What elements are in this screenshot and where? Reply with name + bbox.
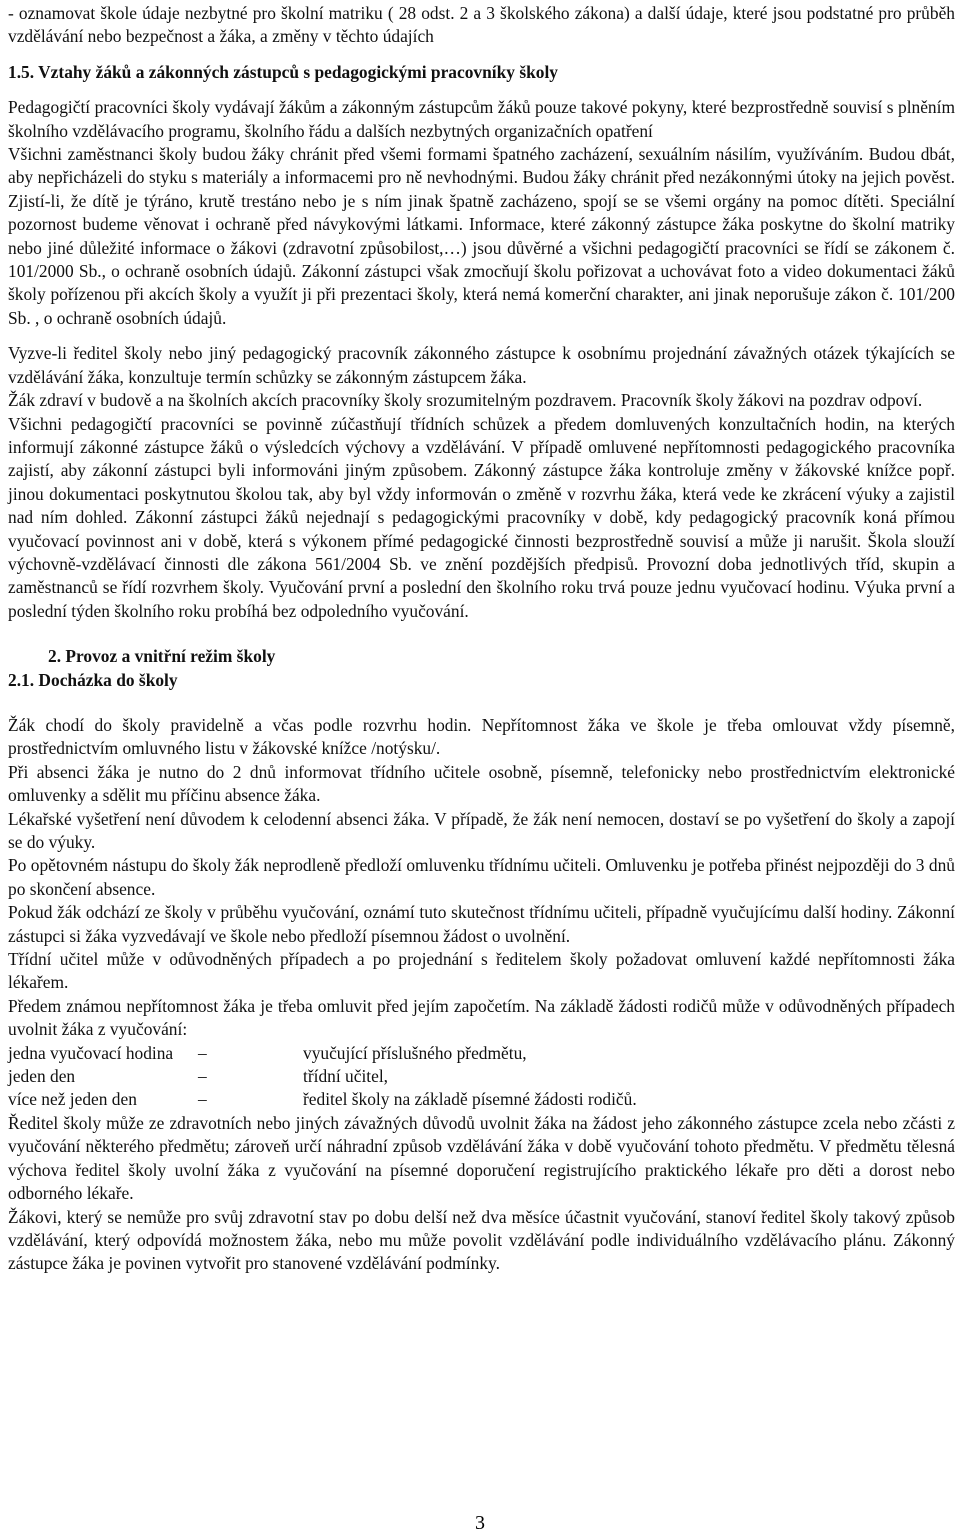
section-2-1-paragraph-7: Předem známou nepřítomnost žáka je třeba omluvit před jejím započetím. Na základě žádosti rodičů může v odůvodněných případech uvolnit žáka z vyučování: [8, 995, 955, 1040]
section-1-5-heading: 1.5. Vztahy žáků a zákonných zástupců s pedagogickými pracovníky školy [8, 61, 558, 82]
section-2-1-paragraph-4: Po opětovném nástupu do školy žák neprodleně předloží omluvenku třídnímu učiteli. Omluvenku je potřeba přinést nejpozději do 3 dnů po skončení absence. [8, 855, 955, 899]
section-2-1-paragraph-5: Pokud žák odchází ze školy v průběhu vyučování, oznámí tuto skutečnost třídnímu učiteli, případně vyučujícímu další hodiny. Zákonní zástupci si žáka vyzvedávají ve škole nebo předloží písemnou žádost o uvolnění. [8, 902, 955, 946]
list-item-period: jeden den [8, 1066, 76, 1087]
list-item-dash: – [198, 1042, 207, 1063]
section-2-1-paragraph-3: Lékařské vyšetření není důvodem k celodenní absenci žáka. V případě, že žák není nemocen, dostaví se po vyšetření do školy a zapojí se do výuky. [8, 808, 955, 852]
section-1-5-paragraph-1: Pedagogičtí pracovníci školy vydávají žákům a zákonným zástupcům žáků pouze takové pokyny, které bezprostředně souvisí s plněním školního vzdělávacího programu, školního řádu a dalších nezbytných organizačních opatření [8, 97, 955, 141]
list-item [8, 1088, 955, 1111]
section-2-1-paragraph-8: Ředitel školy může ze zdravotních nebo jiných závažných důvodů uvolnit žáka na žádost jeho zákonného zástupce zcela nebo zčásti z vyučování některého předmětu; zároveň určí náhradní způsob vzdělávání žáka v době vyučování tohoto předmětu. V předmětu tělesná výchova ředitel školy uvolní žáka z vyučování na písemné doporučení registrujícího praktického lékaře pro děti a dorost nebo odborného lékaře. [8, 1112, 955, 1204]
list-item-period: jedna vyučovací hodina [8, 1042, 174, 1063]
list-item-authority: ředitel školy na základě písemné žádosti rodičů. [303, 1089, 637, 1110]
section-1-5-paragraph-2: Všichni zaměstnanci školy budou žáky chránit před všemi formami špatného zacházení, sexuálním násilím, využíváním. Budou dbát, aby nepřicházeli do styku s materiály a informacemi pro ně nevhodnými. Budou žáky chránit před nezákonnými útoky na jejich pověst. Zjistí-li, že dítě je týráno, krutě trestáno nebo je s ním jinak špatně zacházeno, spojí se se všemi orgány na pomoc dítěti. Speciální pozornost budeme věnovat i ochraně před návykovými látkami. Informace, které zákonný zástupce žáka poskytne do školní matriky nebo jiné důležité informace o žákovi (zdravotní způsobilost,…) jsou důvěrné a všichni pedagogičtí pracovníci se řídí se zákonem č. 101/2000 Sb., o ochraně osobních údajů. Zákonní zástupci však zmocňují školu pořizovat a uchovávat foto a video dokumentaci žáků školy pořízenou při akcích školy a využít ji při prezentaci školy, která nemá komerční charakter, ani jinak neporušuje zákon č. 101/200 Sb. , o ochraně osobních údajů. [8, 144, 955, 328]
section-2-1-paragraph-1: Žák chodí do školy pravidelně a včas podle rozvrhu hodin. Nepřítomnost žáka ve škole je třeba omlouvat vždy písemně, prostřednictvím omluvného listu v žákovské knížce /notýsku/. [8, 714, 955, 759]
section-2-1-paragraph-2: Při absenci žáka je nutno do 2 dnů informovat třídního učitele osobně, písemně, telefonicky nebo prostřednictvím elektronické omluvenky a sdělit mu příčinu absence žáka. [8, 761, 955, 806]
section-1-5-paragraph-3: Vyzve-li ředitel školy nebo jiný pedagogický pracovník zákonného zástupce k osobnímu projednání závažných otázek týkajících se vzdělávání žáka, konzultuje termín schůzky se zákonným zástupcem žáka. [8, 343, 955, 387]
section-2-1-paragraph-9: Žákovi, který se nemůže pro svůj zdravotní stav po dobu delší než dva měsíce účastnit vyučování, stanoví ředitel školy takový způsob vzdělávání, který odpovídá možnostem žáka, nebo mu může povolit vzdělávání podle individuálního vzdělávacího plánu. Zákonný zástupce žáka je povinen vytvořit pro stanovené vzdělávání podmínky. [8, 1206, 955, 1274]
list-item-period: více než jeden den [8, 1089, 137, 1110]
list-item [8, 1042, 955, 1065]
list-item-authority: vyučující příslušného předmětu, [303, 1042, 527, 1063]
list-item-dash: – [198, 1066, 207, 1087]
list-item [8, 1065, 955, 1088]
section-1-5-paragraph-5: Všichni pedagogičtí pracovníci se povinně zúčastňují třídních schůzek a předem domluvených konzultačních hodin, na kterých informují zákonné zástupce žáků o výsledcích výchovy a vzdělávání. V případě omluvené nepřítomnosti pedagogického pracovníka zajistí, aby zákonní zástupci byli informováni jiným způsobem. Zákonný zástupce žáka kontroluje změny v žákovské knížce popř. jinou dokumentaci poskytnutou školou tak, aby byl vždy informován o změně v rozvrhu žáka, která vede ke zkrácení výuky a zajistil nad ním dohled. Zákonní zástupci žáků nejednají s pedagogickými pracovníky v době, kdy pedagogický pracovník koná přímou vyučovací povinnost ani v době, která s výkonem přímé pedagogické činnosti bezprostředně souvisí a může ji narušit. Škola slouží výchovně-vzdělávací činnosti dle zákona 561/2004 Sb. ve znění pozdějších předpisů. Provozní doba jednotlivých tříd, skupin a zaměstnanců se řídí rozvrhem školy. Vyučování první a poslední den školního roku trvá pouze jednu vyučovací hodinu. Výuka první a poslední týden školního roku probíhá bez odpoledního vyučování. [8, 413, 955, 621]
list-item-authority: třídní učitel, [303, 1066, 389, 1087]
chapter-2-heading: 2. Provoz a vnitřní režim školy [48, 646, 276, 667]
page-number: 3 [475, 1512, 485, 1534]
excuse-authority-list [8, 1042, 955, 1112]
intro-line: - oznamovat škole údaje nezbytné pro školní matriku ( 28 odst. 2 a 3 školského zákona) a další údaje, které jsou podstatné pro průběh vzdělávání nebo bezpečnost a žáka, a změny v těchto údajích [8, 3, 955, 47]
section-2-1-heading: 2.1. Docházka do školy [8, 669, 178, 690]
section-1-5-paragraph-4: Žák zdraví v budově a na školních akcích pracovníky školy srozumitelným pozdravem. Pracovník školy žákovi na pozdrav odpoví. [8, 390, 923, 411]
section-2-1-paragraph-6: Třídní učitel může v odůvodněných případech a po projednání s ředitelem školy požadovat omluvení každé nepřítomnosti žáka lékařem. [8, 949, 955, 993]
document-page [8, 2, 955, 1276]
list-item-dash: – [198, 1089, 207, 1110]
